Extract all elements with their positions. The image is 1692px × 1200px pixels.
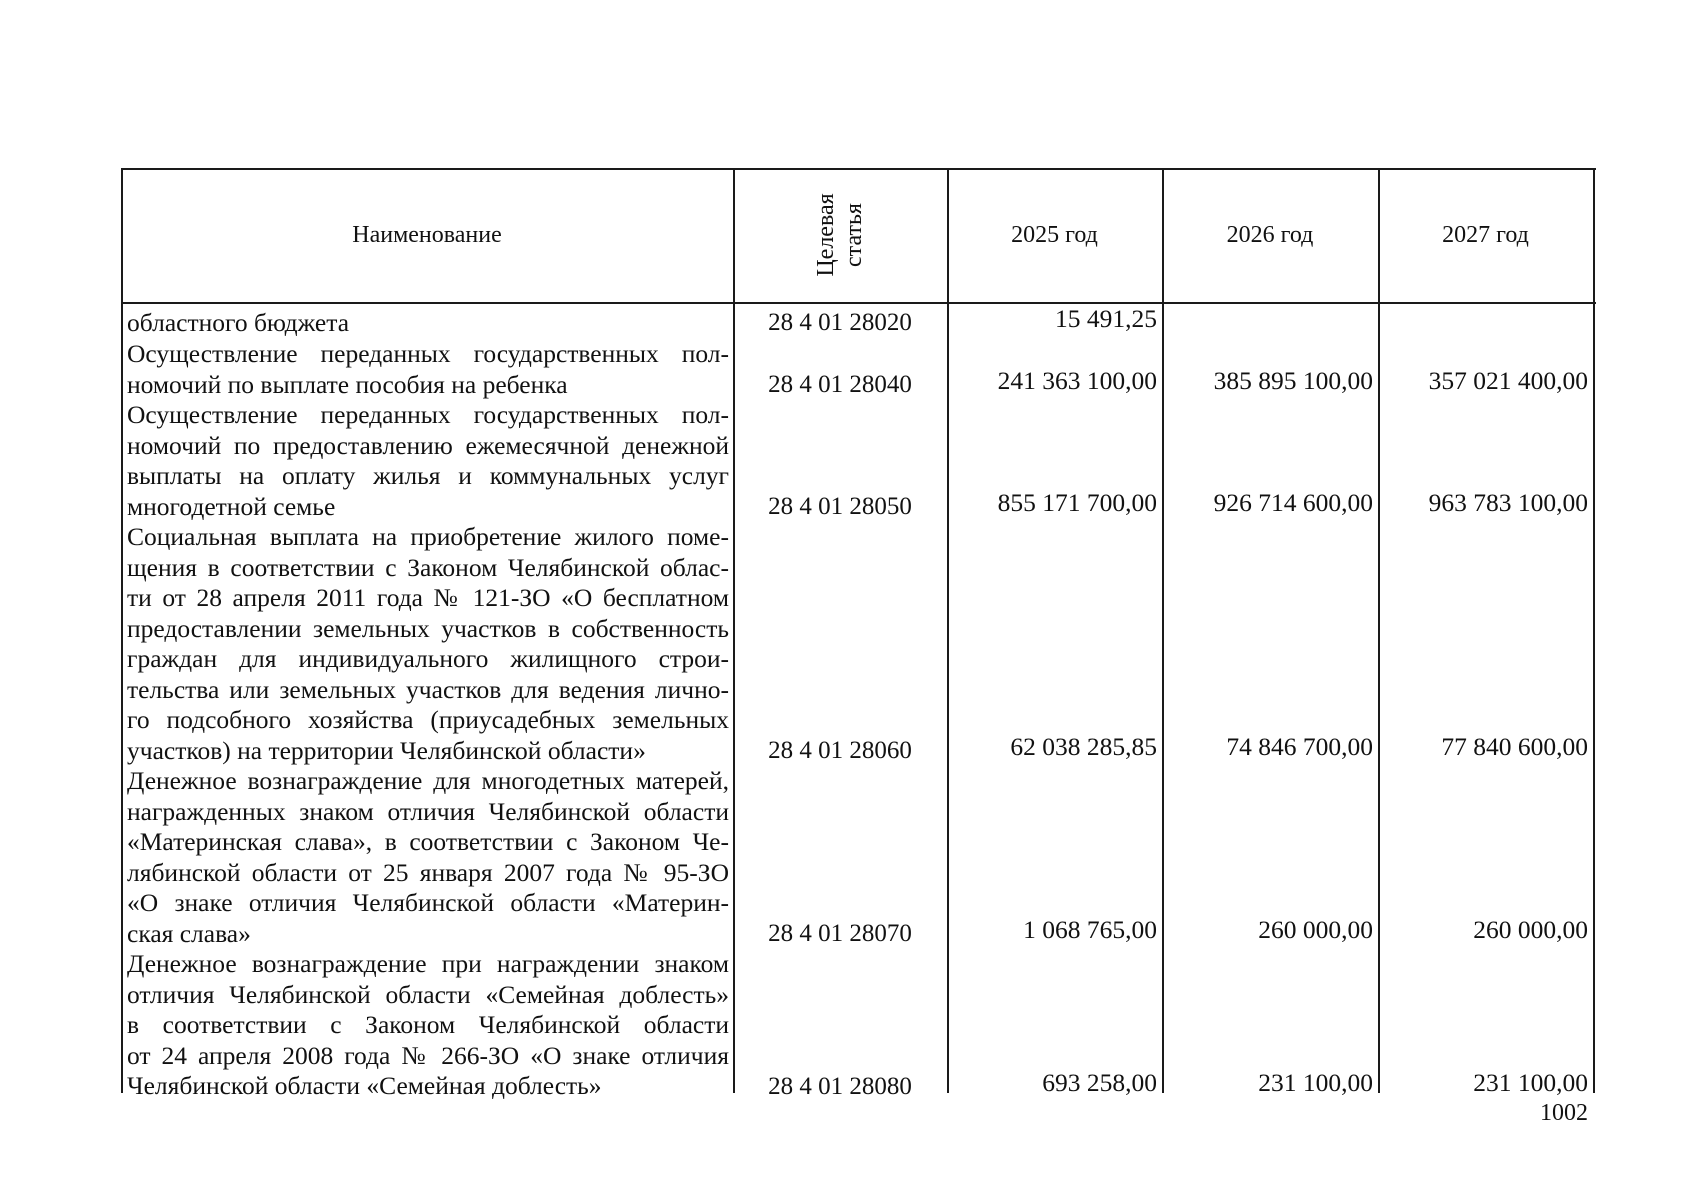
header-2025: 2025 год	[1011, 221, 1098, 248]
row-value-2026: 260 000,00	[1258, 915, 1373, 944]
row-value-2025: 693 258,00	[1042, 1068, 1157, 1097]
header-target-line1: Целевая	[813, 193, 839, 277]
header-2027: 2027 год	[1442, 221, 1529, 248]
header-name: Наименование	[352, 221, 502, 248]
column-divider	[121, 168, 123, 1093]
row-value-2026: 385 895 100,00	[1213, 366, 1373, 395]
row-value-2026: 926 714 600,00	[1213, 488, 1373, 517]
row-value-2027: 260 000,00	[1473, 915, 1588, 944]
row-name: Осуществление переданных государственных пол- номочий по выплате пособия на ребенка	[127, 339, 729, 399]
column-divider	[733, 168, 735, 1093]
row-value-2025: 1 068 765,00	[1023, 915, 1157, 944]
row-value-2025: 62 038 285,85	[1010, 732, 1157, 761]
row-value-2027: 77 840 600,00	[1441, 732, 1588, 761]
header-target-line2: статья	[841, 203, 867, 267]
header-target-article	[733, 168, 947, 302]
row-code: 28 4 01 28040	[768, 371, 912, 398]
row-value-2025: 855 171 700,00	[997, 488, 1157, 517]
row-code: 28 4 01 28070	[768, 920, 912, 947]
row-name: Денежное вознаграждение для многодетных матерей, награжденных знаком отличия Челябинской области «Материнская слава», в соответствии с Законом Че- лябинской области от 25 января 2007 года № 95-ЗО «О знаке отличия Челябинской области «Материн- ская слава»	[127, 766, 729, 948]
row-name: Социальная выплата на приобретение жилого поме- щения в соответствии с Законом Челябинской облас- ти от 28 апреля 2011 года № 121-ЗО «О бесплатном предоставлении земельных участков в собственность граждан для индивидуального жилищного строи- тельства или земельных участков для ведения лично- го подсобного хозяйства (приусадебных земельных участков) на территории Челябинской области»	[127, 522, 729, 765]
row-code: 28 4 01 28020	[768, 309, 912, 336]
row-value-2025: 241 363 100,00	[997, 366, 1157, 395]
row-value-2027: 357 021 400,00	[1428, 366, 1588, 395]
row-code: 28 4 01 28060	[768, 737, 912, 764]
column-divider	[1593, 168, 1595, 1093]
row-name: Денежное вознаграждение при награждении знаком отличия Челябинской области «Семейная доблесть» в соответствии с Законом Челябинской области от 24 апреля 2008 года № 266-ЗО «О знаке отличия Челябинской области «Семейная доблесть»	[127, 949, 729, 1100]
column-divider	[1162, 168, 1164, 1093]
column-divider	[1378, 168, 1380, 1093]
row-value-2026: 231 100,00	[1258, 1068, 1373, 1097]
page-number: 1002	[1540, 1100, 1588, 1126]
row-value-2025: 15 491,25	[1055, 304, 1157, 333]
row-name: Осуществление переданных государственных пол- номочий по предоставлению ежемесячной денежной выплаты на оплату жилья и коммунальных услуг многодетной семье	[127, 400, 729, 521]
row-code: 28 4 01 28050	[768, 493, 912, 520]
header-bottom-border	[121, 302, 1596, 304]
row-value-2027: 231 100,00	[1473, 1068, 1588, 1097]
row-value-2026: 74 846 700,00	[1226, 732, 1373, 761]
row-name: областного бюджета	[127, 308, 350, 337]
row-value-2027: 963 783 100,00	[1428, 488, 1588, 517]
row-code: 28 4 01 28080	[768, 1073, 912, 1100]
budget-table	[121, 168, 1596, 1100]
header-2026: 2026 год	[1226, 221, 1314, 248]
